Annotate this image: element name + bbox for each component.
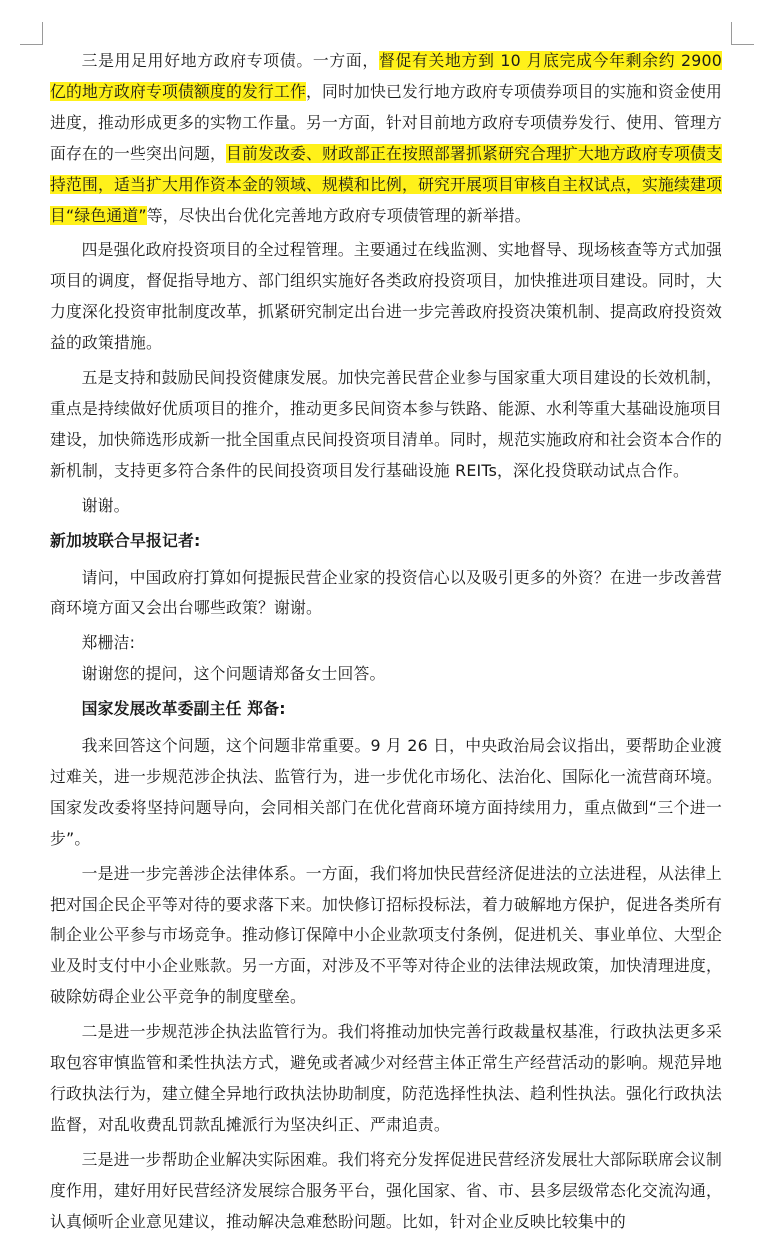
- corner-mark-top-right: [731, 22, 754, 45]
- highlighted-text: 督促有关地方到 10 月底完成今年剩余约 2900 亿的地方政府专项债额度的发行工作: [50, 51, 722, 101]
- moderator-name: 郑栅洁:: [81, 633, 136, 653]
- paragraph-special-bonds: [50, 46, 722, 231]
- paragraph-thanks: 谢谢。: [81, 495, 130, 515]
- answer-paragraph: 三是进一步帮助企业解决实际困难。我们将充分发挥促进民营经济发展壮大部际联席会议制度作用，建好用好民营经济发展综合服务平台，强化国家、省、市、县多层级常态化交流沟通，认真倾听企业意见建议，推动解决急难愁盼问题。比如，针对企业反映比较集中的: [50, 1149, 722, 1231]
- corner-mark-top-left: [20, 22, 43, 45]
- highlighted-text: 目前发改委、财政部正在按照部署抓紧研究合理扩大地方政府专项债支持范围，适当扩大用作资本金的领域、规模和比例，研究开展项目审核自主权试点，实施续建项目“绿色通道”: [50, 143, 722, 225]
- moderator-text: 谢谢您的提问，这个问题请郑备女士回答。: [81, 664, 386, 684]
- reporter-question: 请问，中国政府打算如何提振民营企业家的投资信心以及吸引更多的外资？在进一步改善营商环境方面又会出台哪些政策？谢谢。: [50, 567, 722, 618]
- answer-paragraph: 二是进一步规范涉企执法监管行为。我们将推动加快完善行政裁量权基准，行政执法更多采取包容审慎监管和柔性执法方式，避免或者减少对经营主体正常生产经营活动的影响。规范异地行政执法行为，建立健全异地行政执法协助制度，防范选择性执法、趋利性执法。强化行政执法监督，对乱收费乱罚款乱摊派行为坚决纠正、严肃追责。: [50, 1022, 722, 1134]
- text-segment: ，同时加快已发行地方政府专项债券项目的实施和资金使用进度，推动形成更多的实物工作量。另一方面，针对目前地方政府专项债券发行、使用、管理方面存在的一些突出问题，: [50, 81, 722, 163]
- document-body: [50, 46, 722, 1242]
- text-segment: 等，尽快出台优化完善地方政府专项债管理的新举措。: [146, 205, 531, 225]
- speaker-reporter: 新加坡联合早报记者:: [50, 530, 201, 550]
- paragraph-investment-management: 四是强化政府投资项目的全过程管理。主要通过在线监测、实地督导、现场核查等方式加强项目的调度，督促指导地方、部门组织实施好各类政府投资项目，加快推进项目建设。同时，大力度深化投资审批制度改革，抓紧研究制定出台进一步完善政府投资决策机制、提高政府投资效益的政策措施。: [50, 240, 722, 353]
- text-segment: 三是用足用好地方政府专项债。一方面，: [81, 51, 379, 70]
- answer-paragraph: 一是进一步完善涉企法律体系。一方面，我们将加快民营经济促进法的立法进程，从法律上把对国企民企平等对待的要求落下来。加快修订招标投标法，着力破解地方保护，促进各类所有制企业公平参与市场竞争。推动修订保障中小企业款项支付条例，促进机关、事业单位、大型企业及时支付中小企业账款。另一方面，对涉及不平等对待企业的法律法规政策，加快清理进度，破除妨碍企业公平竞争的制度壁垒。: [50, 863, 722, 1007]
- answer-paragraph: 我来回答这个问题，这个问题非常重要。9 月 26 日，中央政治局会议指出，要帮助企业渡过难关，进一步规范涉企执法、监管行为，进一步优化市场化、法治化、国际化一流营商环境。国家发改委将坚持问题导向，会同相关部门在优化营商环境方面持续用力，重点做到“三个进一步”。: [50, 736, 722, 848]
- paragraph-private-investment: 五是支持和鼓励民间投资健康发展。加快完善民营企业参与国家重大项目建设的长效机制，重点是持续做好优质项目的推介，推动更多民间资本参与铁路、能源、水利等重大基础设施项目建设，加快筛选形成新一批全国重点民间投资项目清单。同时，规范实施政府和社会资本合作的新机制，支持更多符合条件的民间投资项目发行基础设施 REITs，深化投贷联动试点合作。: [50, 368, 722, 480]
- speaker-vice-director: 国家发展改革委副主任 郑备:: [81, 699, 286, 719]
